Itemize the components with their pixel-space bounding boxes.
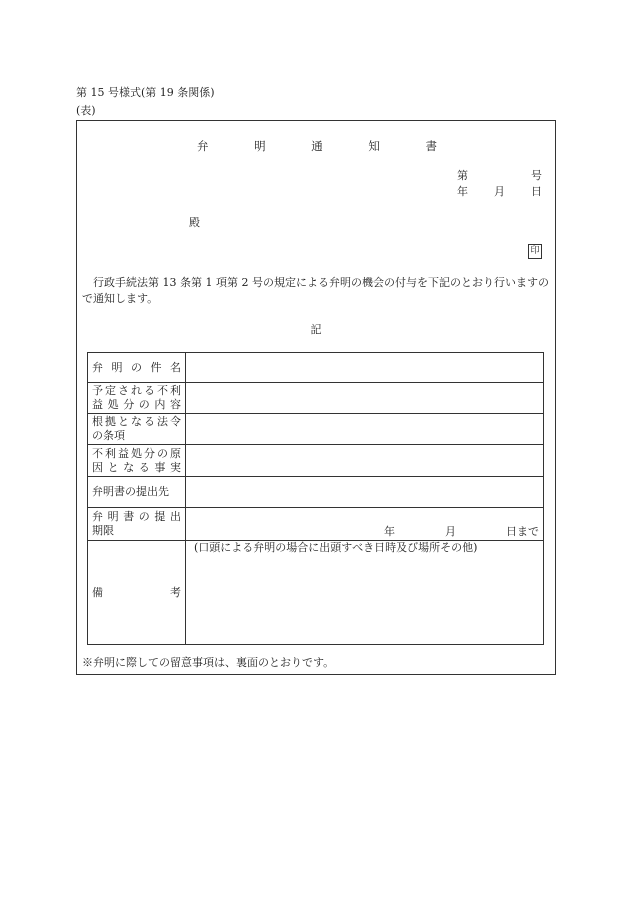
legal-basis-value (186, 414, 544, 445)
form-frame (76, 120, 556, 675)
date-day: 日 (531, 185, 542, 198)
row-label-case-name: 弁明の件名 (88, 353, 186, 383)
row-label-submit-to: 弁明書の提出先 (88, 477, 186, 508)
details-table (87, 352, 544, 645)
footnote: ※弁明に際しての留意事項は、裏面のとおりです。 (82, 656, 335, 669)
table-row (88, 414, 544, 445)
planned-disposition-value (186, 383, 544, 414)
form-number-header: 第 15 号様式(第 19 条関係) (76, 86, 215, 99)
title-char: 書 (425, 139, 437, 153)
title-char: 知 (368, 139, 380, 153)
submit-to-value (186, 477, 544, 508)
title-char: 明 (254, 139, 266, 153)
document-number (457, 167, 542, 183)
ki-heading: 記 (310, 323, 322, 336)
table-row (88, 353, 544, 383)
row-label-cause-facts: 不利益処分の原 因となる事実 (88, 445, 186, 477)
deadline-day: 日まで (506, 525, 539, 538)
row-label-planned-disposition: 予定される不利 益処分の内容 (88, 383, 186, 414)
title-char: 弁 (197, 139, 209, 153)
case-name-value (186, 353, 544, 383)
row-label-remarks: 備 考 (88, 541, 186, 645)
doc-number-prefix: 第 (457, 169, 468, 182)
doc-number-suffix: 号 (531, 169, 542, 182)
deadline-year: 年 (384, 525, 395, 538)
remarks-note: (口頭による弁明の場合に出頭すべき日時及び場所その他) (194, 541, 478, 554)
document-title (197, 138, 437, 154)
table-row (88, 541, 544, 645)
remarks-value (186, 541, 544, 645)
date-month: 月 (494, 185, 505, 198)
table-row (88, 508, 544, 541)
deadline-value (186, 508, 544, 541)
notice-body-text: 行政手続法第 13 条第 1 項第 2 号の規定による弁明の機会の付与を下記のとおり行いますので通知します。 (82, 276, 549, 305)
table-row (88, 445, 544, 477)
document-date (457, 183, 542, 199)
deadline-month: 月 (445, 525, 456, 538)
table-row (88, 383, 544, 414)
form-side-label: (表) (76, 104, 96, 117)
seal-mark: 印 (528, 244, 542, 259)
date-year: 年 (457, 185, 468, 198)
table-row (88, 477, 544, 508)
title-char: 通 (311, 139, 323, 153)
addressee: 殿 (189, 216, 200, 229)
row-label-legal-basis: 根拠となる法令 の条項 (88, 414, 186, 445)
cause-facts-value (186, 445, 544, 477)
row-label-deadline: 弁明書の提出 期限 (88, 508, 186, 541)
